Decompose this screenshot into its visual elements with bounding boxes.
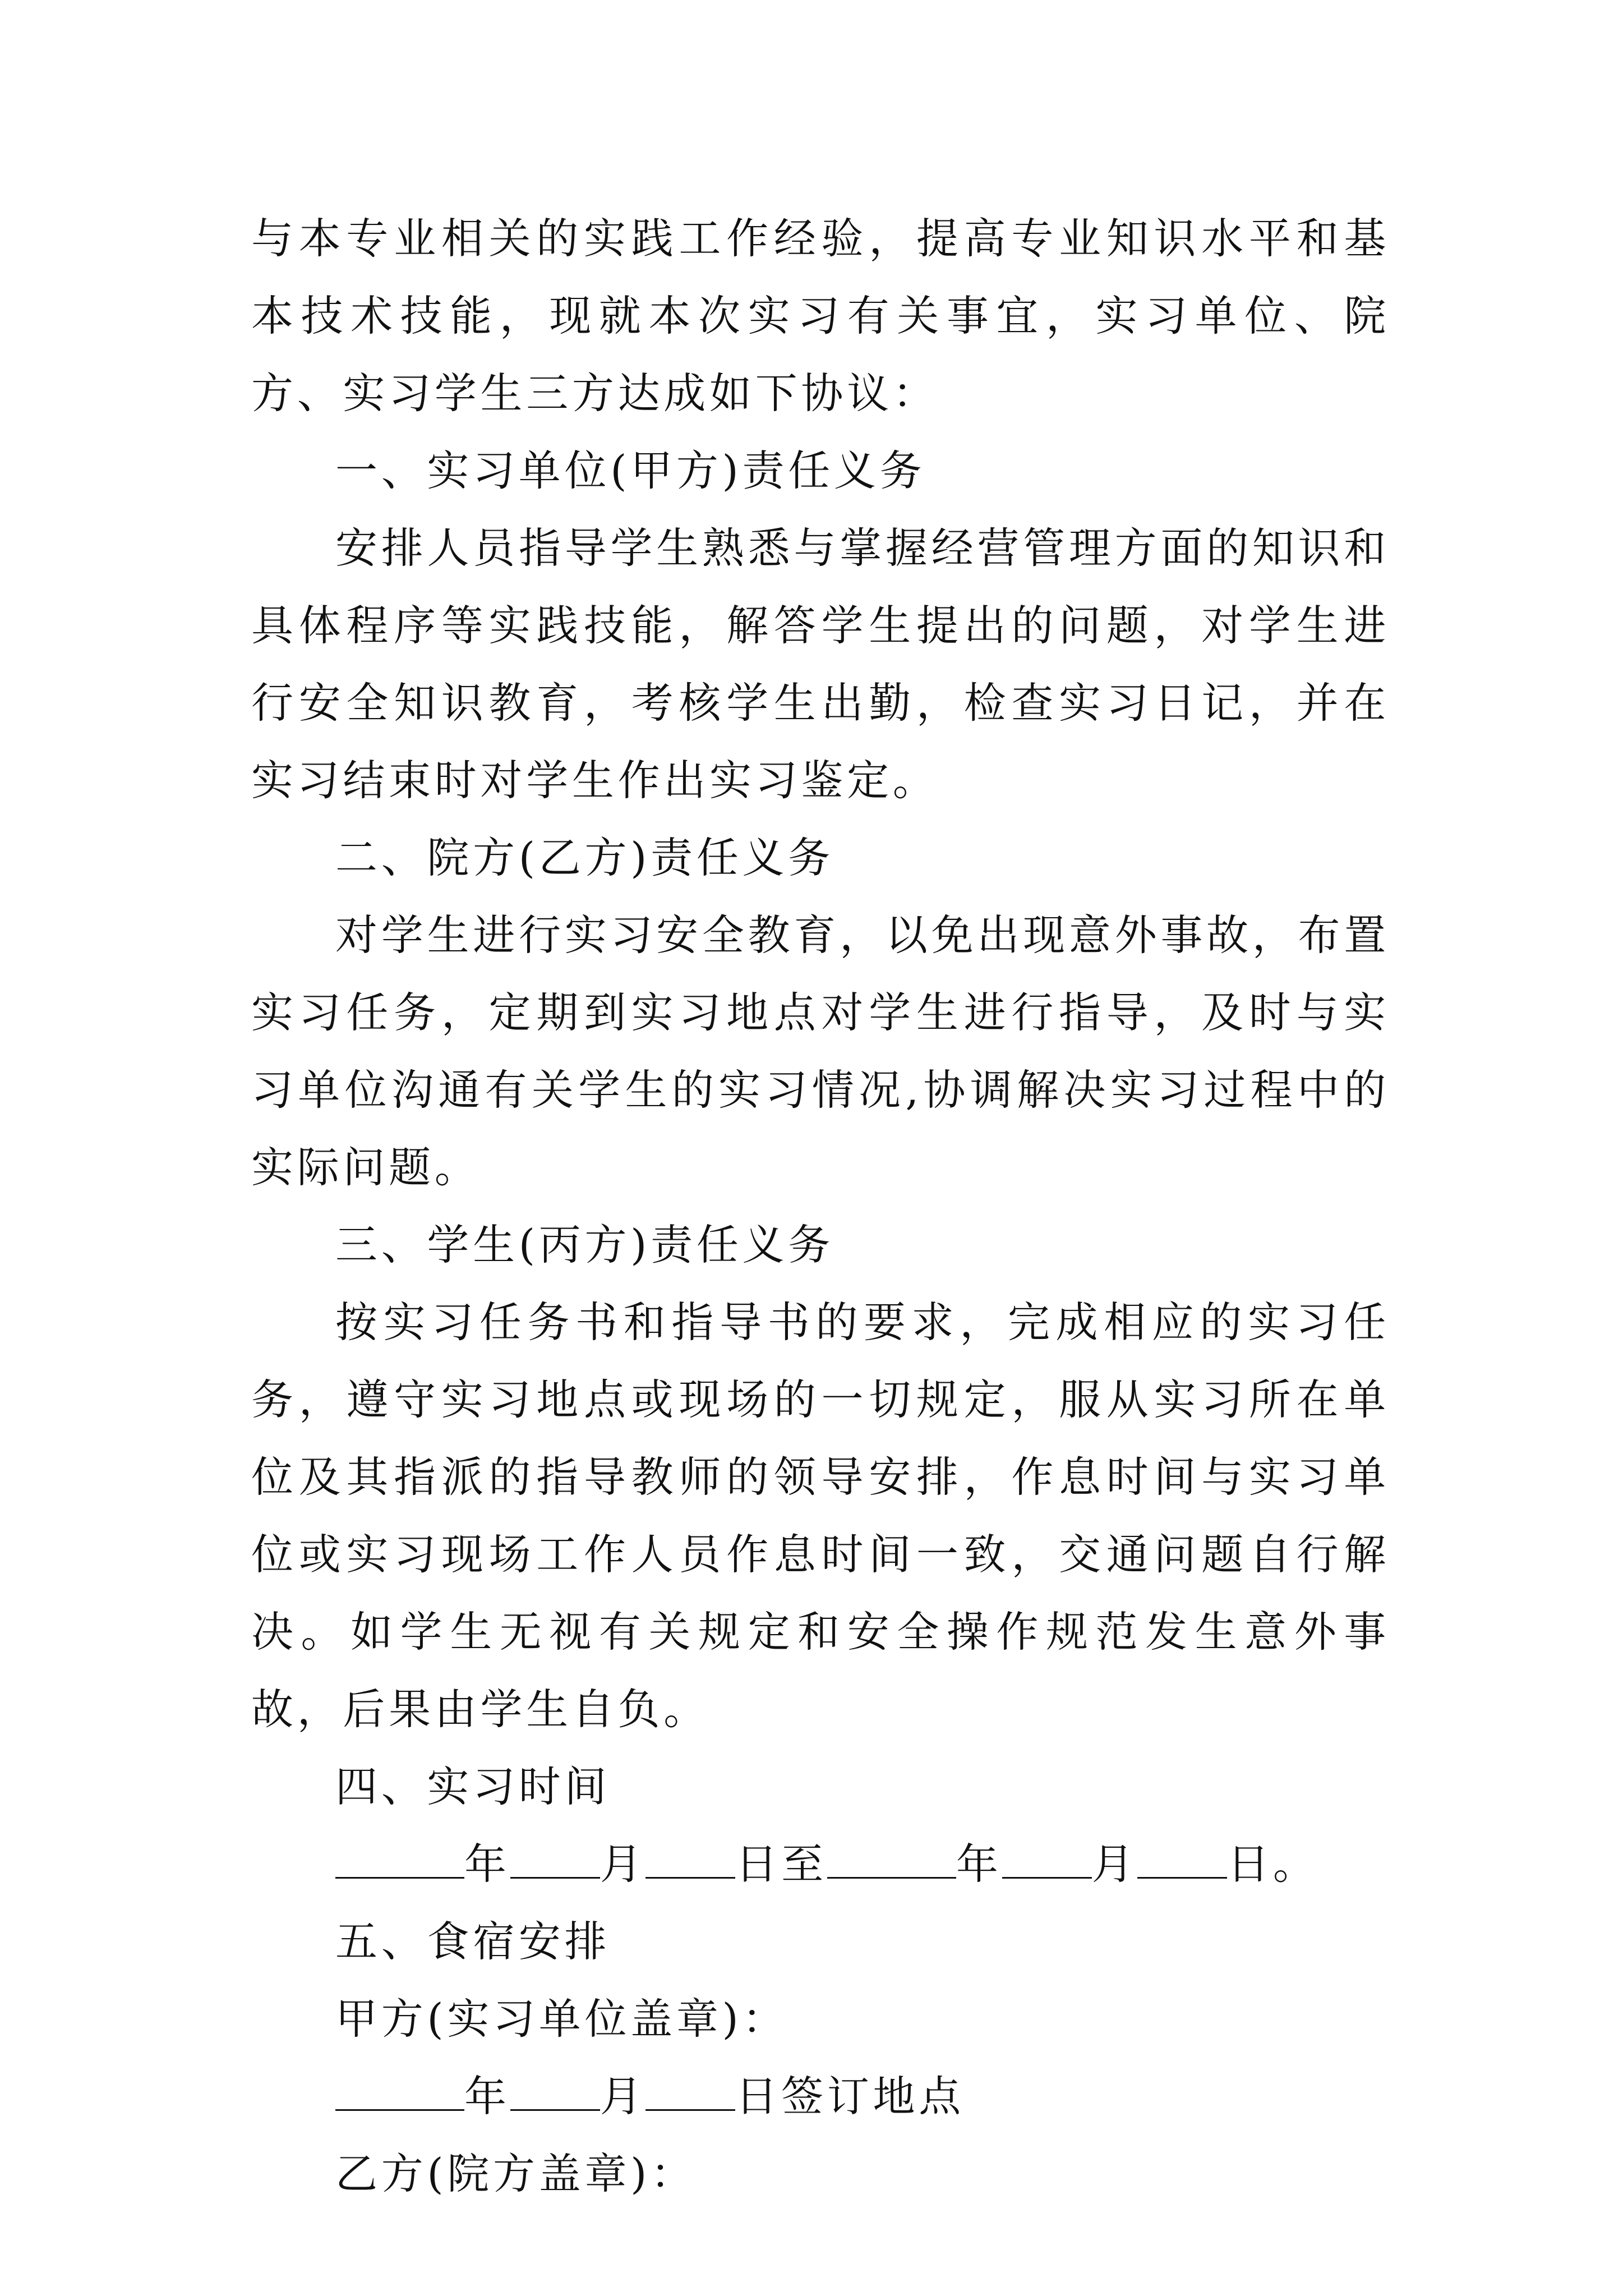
- end-year-label: 年: [956, 1839, 1002, 1889]
- party-b-signature-label: 乙方(院方盖章)：: [335, 2149, 697, 2198]
- sign-month-blank: [510, 2072, 600, 2111]
- end-day-label: 日。: [1227, 1839, 1319, 1889]
- sign-year-blank: [335, 2072, 464, 2111]
- sign-day-blank: [645, 2072, 735, 2111]
- party-a-signature-label: 甲方(实习单位盖章)：: [335, 1994, 789, 2044]
- section-5-heading: 五、食宿安排: [335, 1917, 611, 1966]
- section-2-body: 对学生进行实习安全教育，以免出现意外事故，布置实习任务，定期到实习地点对学生进行指导，及时与实习单位沟通有关学生的实习情况,协调解决实习过程中的实际问题。: [251, 910, 1390, 1192]
- sign-month-label: 月: [600, 2072, 646, 2121]
- day-to-label: 日至: [735, 1839, 827, 1889]
- internship-date-range: [251, 1825, 1390, 1903]
- year-blank: [335, 1840, 464, 1879]
- sign-day-place-label: 日签订地点: [735, 2072, 965, 2121]
- section-3-body: 按实习任务书和指导书的要求，完成相应的实习任务，遵守实习地点或现场的一切规定，服从实习所在单位及其指派的指导教师的领导安排，作息时间与实习单位或实习现场工作人员作息时间一致，交通问题自行解决。如学生无视有关规定和安全操作规范发生意外事故，后果由学生自负。: [251, 1297, 1390, 1734]
- intro-paragraph: 与本专业相关的实践工作经验，提高专业知识水平和基本技术技能，现就本次实习有关事宜，实习单位、院方、实习学生三方达成如下协议：: [251, 214, 1390, 418]
- end-month-blank: [1002, 1840, 1092, 1879]
- end-year-blank: [827, 1840, 956, 1879]
- year-label: 年: [464, 1839, 510, 1889]
- document-body: [251, 200, 1390, 2212]
- month-label: 月: [600, 1839, 646, 1889]
- day-blank: [645, 1840, 735, 1879]
- section-3-heading: 三、学生(丙方)责任义务: [335, 1220, 834, 1269]
- sign-date-line: [251, 2058, 1390, 2135]
- section-1-heading: 一、实习单位(甲方)责任义务: [335, 446, 926, 495]
- section-2-heading: 二、院方(乙方)责任义务: [335, 833, 834, 882]
- end-month-label: 月: [1091, 1839, 1138, 1889]
- section-1-body: 安排人员指导学生熟悉与掌握经营管理方面的知识和具体程序等实践技能，解答学生提出的问题，对学生进行安全知识教育，考核学生出勤，检查实习日记，并在实习结束时对学生作出实习鉴定。: [251, 523, 1390, 805]
- sign-year-label: 年: [464, 2072, 510, 2121]
- month-blank: [510, 1840, 600, 1879]
- end-day-blank: [1137, 1840, 1227, 1879]
- section-4-heading: 四、实习时间: [335, 1762, 611, 1811]
